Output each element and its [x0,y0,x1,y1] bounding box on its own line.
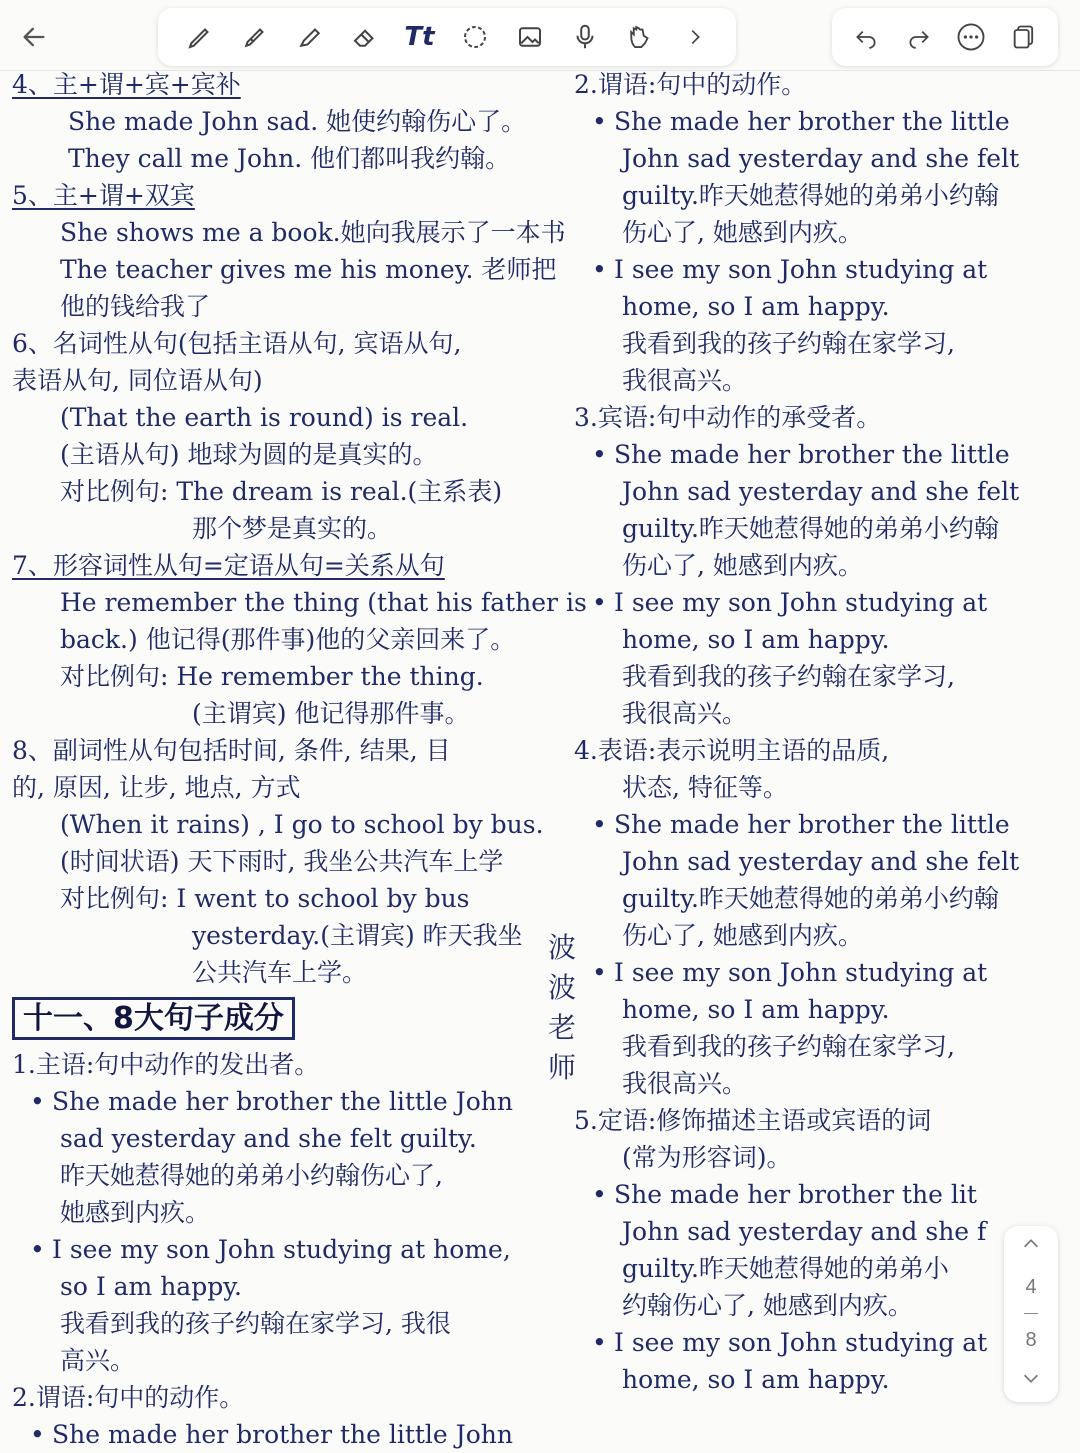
note-line [12,695,572,732]
note-text: He remember the thing (that his father is [60,588,587,617]
note-text: 公共汽车上学。 [192,958,368,987]
note-line [574,584,1074,621]
page-separator [1024,1313,1038,1314]
note-line [12,103,572,140]
note-line [574,214,1074,251]
bullet-icon: • [592,810,607,839]
note-text: The teacher gives me his money. 老师把 [60,255,557,284]
note-text: 表语从句, 同位语从句) [12,366,263,395]
current-page: 4 [1025,1275,1037,1298]
note-line [574,806,1074,843]
note-line [12,1342,572,1379]
note-text: (When it rains) , I go to school by bus. [60,810,544,839]
note-text: 我看到我的孩子约翰在家学习, [622,329,955,358]
note-line [12,399,572,436]
note-text: 高兴。 [60,1346,136,1375]
note-line [574,1176,1074,1213]
more-icon[interactable] [953,19,989,55]
note-text: 4.表语:表示说明主语的品质, [574,736,890,765]
note-heading [12,769,572,806]
note-line [12,1083,572,1120]
note-text: 对比例句: I went to school by bus [60,884,470,913]
note-text: 对比例句: He remember the thing. [60,662,484,691]
note-text: 2.谓语:句中的动作。 [574,70,807,99]
note-line [12,1194,572,1231]
note-line [574,621,1074,658]
note-text: 她感到内疚。 [60,1198,211,1227]
section-title [12,991,572,1046]
note-text: 我很高兴。 [622,366,748,395]
watermark-char: 波 [547,931,576,964]
note-text: 6、名词性从句(包括主语从句, 宾语从句, [12,329,462,358]
page-up-button[interactable] [1020,1233,1042,1261]
document-toolbar [832,8,1058,66]
note-line [574,436,1074,473]
note-text: John sad yesterday and she felt [622,144,1020,173]
note-text: 伤心了, 她感到内疚。 [622,921,863,950]
note-text: 4、主+谓+宾+宾补 [12,70,241,99]
note-heading [12,732,572,769]
note-line [12,473,572,510]
note-line [12,1305,572,1342]
bullet-icon: • [30,1087,45,1116]
note-text: 的, 原因, 让步, 地点, 方式 [12,773,301,802]
microphone-icon[interactable] [566,18,604,56]
note-text: guilty.昨天她惹得她的弟弟小约翰 [622,514,999,543]
note-text: home, so I am happy. [622,995,890,1024]
undo-icon[interactable] [848,19,884,55]
lasso-icon[interactable] [456,18,494,56]
note-text: home, so I am happy. [622,1365,890,1394]
note-line [12,1231,572,1268]
page-navigator [1004,1226,1058,1402]
note-text: I see my son John studying at home, [52,1235,511,1264]
note-text: 约翰伤心了, 她感到内疚。 [622,1291,913,1320]
note-text: guilty.昨天她惹得她的弟弟小约翰 [622,884,999,913]
note-text: She shows me a book.她向我展示了一本书 [60,218,566,247]
note-line [574,695,1074,732]
note-text: yesterday.(主谓宾) 昨天我坐 [192,921,523,950]
bullet-icon: • [30,1235,45,1264]
note-heading [12,325,572,362]
note-text: (时间状语) 天下雨时, 我坐公共汽车上学 [60,847,504,876]
text-tool-icon[interactable] [401,18,439,56]
note-text: She made her brother the little [614,810,1010,839]
note-text: She made her brother the little John [52,1420,513,1449]
note-line [12,658,572,695]
note-line [574,510,1074,547]
total-pages: 8 [1025,1329,1037,1352]
note-text: (常为形容词)。 [622,1143,792,1172]
note-heading [12,177,572,214]
note-text: She made her brother the lit [614,1180,977,1209]
note-line [12,1416,572,1453]
note-text: 7、形容词性从句=定语从句=关系从句 [12,551,445,580]
note-text: 那个梦是真实的。 [192,514,393,543]
note-line [12,917,572,954]
pen-icon[interactable] [181,18,219,56]
note-line [12,1120,572,1157]
note-text: sad yesterday and she felt guilty. [60,1124,477,1153]
note-line [574,917,1074,954]
hand-draw-icon[interactable] [621,18,659,56]
note-line [12,954,572,991]
note-text: 5.定语:修饰描述主语或宾语的词 [574,1106,932,1135]
bullet-icon: • [592,440,607,469]
note-text: guilty.昨天她惹得她的弟弟小 [622,1254,949,1283]
note-text: John sad yesterday and she f [622,1217,987,1246]
note-line [574,1361,1074,1398]
note-line [12,436,572,473]
note-line [574,547,1074,584]
note-line [574,288,1074,325]
note-line [12,140,572,177]
note-line [574,658,1074,695]
note-line [12,806,572,843]
drawing-toolbar [158,8,736,66]
note-line [574,1065,1074,1102]
back-button[interactable] [8,8,60,66]
note-line [574,177,1074,214]
note-line [574,1287,1074,1324]
note-text: so I am happy. [60,1272,242,1301]
note-text: I see my son John studying at [614,958,988,987]
note-text: 我看到我的孩子约翰在家学习, 我很 [60,1309,451,1338]
note-line [12,510,572,547]
bullet-icon: • [592,107,607,136]
note-text: John sad yesterday and she felt [622,477,1020,506]
note-line [574,843,1074,880]
image-icon[interactable] [511,18,549,56]
watermark-char: 波 [547,971,576,1004]
note-line [574,103,1074,140]
note-line [574,769,1074,806]
note-line [574,1213,1074,1250]
note-text: I see my son John studying at [614,1328,988,1357]
note-text: She made her brother the little John [52,1087,513,1116]
bullet-icon: • [592,1180,607,1209]
note-line [12,621,572,658]
note-line [12,584,587,621]
note-line [12,214,572,251]
bullet-icon: • [592,958,607,987]
note-text: home, so I am happy. [622,625,890,654]
note-line [574,325,1074,362]
note-line [12,843,572,880]
note-line [12,1268,572,1305]
note-line [574,140,1074,177]
note-text: 5、主+谓+双宾 [12,181,195,210]
note-text: 8、副词性从句包括时间, 条件, 结果, 目 [12,736,451,765]
note-line [574,991,1074,1028]
note-line [574,954,1074,991]
note-line [574,473,1074,510]
bullet-icon: • [30,1420,45,1449]
note-heading [12,66,572,103]
note-heading [574,399,1074,436]
note-text: John sad yesterday and she felt [622,847,1020,876]
text-tool-label: Tt [404,22,435,52]
redo-icon[interactable] [901,19,937,55]
bullet-icon: • [592,1328,607,1357]
note-line [574,1028,1074,1065]
arrow-left-icon [20,23,48,51]
note-text: (主谓宾) 他记得那件事。 [192,699,470,728]
note-text: 2.谓语:句中的动作。 [12,1383,245,1412]
note-text: back.) 他记得(那件事)他的父亲回来了。 [60,625,516,654]
chevron-right-icon[interactable] [676,18,714,56]
note-text: 我很高兴。 [622,699,748,728]
note-heading [12,1379,572,1416]
note-heading [12,547,572,584]
note-text: 他的钱给我了 [60,292,211,321]
bullet-icon: • [592,255,607,284]
highlighter-icon[interactable] [236,18,274,56]
note-text: She made John sad. 她使约翰伤心了。 [68,107,527,136]
note-text: 我看到我的孩子约翰在家学习, [622,662,955,691]
eraser-icon[interactable] [346,18,384,56]
note-text: 伤心了, 她感到内疚。 [622,551,863,580]
note-heading [12,362,572,399]
note-line [574,251,1074,288]
note-line [574,880,1074,917]
note-heading [574,1102,1074,1139]
marker-icon[interactable] [291,18,329,56]
note-text: (主语从句) 地球为圆的是真实的。 [60,440,438,469]
note-line [574,1250,1074,1287]
note-text: (That the earth is round) is real. [60,403,469,432]
note-heading [574,732,1074,769]
note-heading [12,1046,572,1083]
watermark-char: 老 [547,1011,576,1044]
bullet-icon: • [592,588,607,617]
note-text: 伤心了, 她感到内疚。 [622,218,863,247]
note-text: guilty.昨天她惹得她的弟弟小约翰 [622,181,999,210]
note-text: I see my son John studying at [614,255,988,284]
note-text: She made her brother the little [614,440,1010,469]
note-text: I see my son John studying at [614,588,988,617]
note-text: 我很高兴。 [622,1069,748,1098]
section-title-text: 十一、8大句子成分 [12,997,295,1040]
note-text: home, so I am happy. [622,292,890,321]
note-line [574,1324,1074,1361]
note-line [12,880,572,917]
right-note-column [574,66,1074,1398]
note-heading [574,66,1074,103]
note-line [12,251,572,288]
note-line [12,1157,572,1194]
page-down-button[interactable] [1020,1367,1042,1395]
note-line [574,362,1074,399]
watermark-char: 师 [547,1051,576,1084]
note-line [574,1139,1074,1176]
note-text: She made her brother the little [614,107,1010,136]
note-text: 1.主语:句中动作的发出者。 [12,1050,320,1079]
note-text: 昨天她惹得她的弟弟小约翰伤心了, [60,1161,443,1190]
left-note-column [12,66,587,1453]
note-text: 对比例句: The dream is real.(主系表) [60,477,503,506]
note-text: 我看到我的孩子约翰在家学习, [622,1032,955,1061]
author-watermark [546,928,578,1088]
note-text: 3.宾语:句中动作的承受者。 [574,403,882,432]
note-text: They call me John. 他们都叫我约翰。 [68,144,511,173]
note-line [12,288,572,325]
pages-icon[interactable] [1006,19,1042,55]
note-text: 状态, 特征等。 [622,773,788,802]
